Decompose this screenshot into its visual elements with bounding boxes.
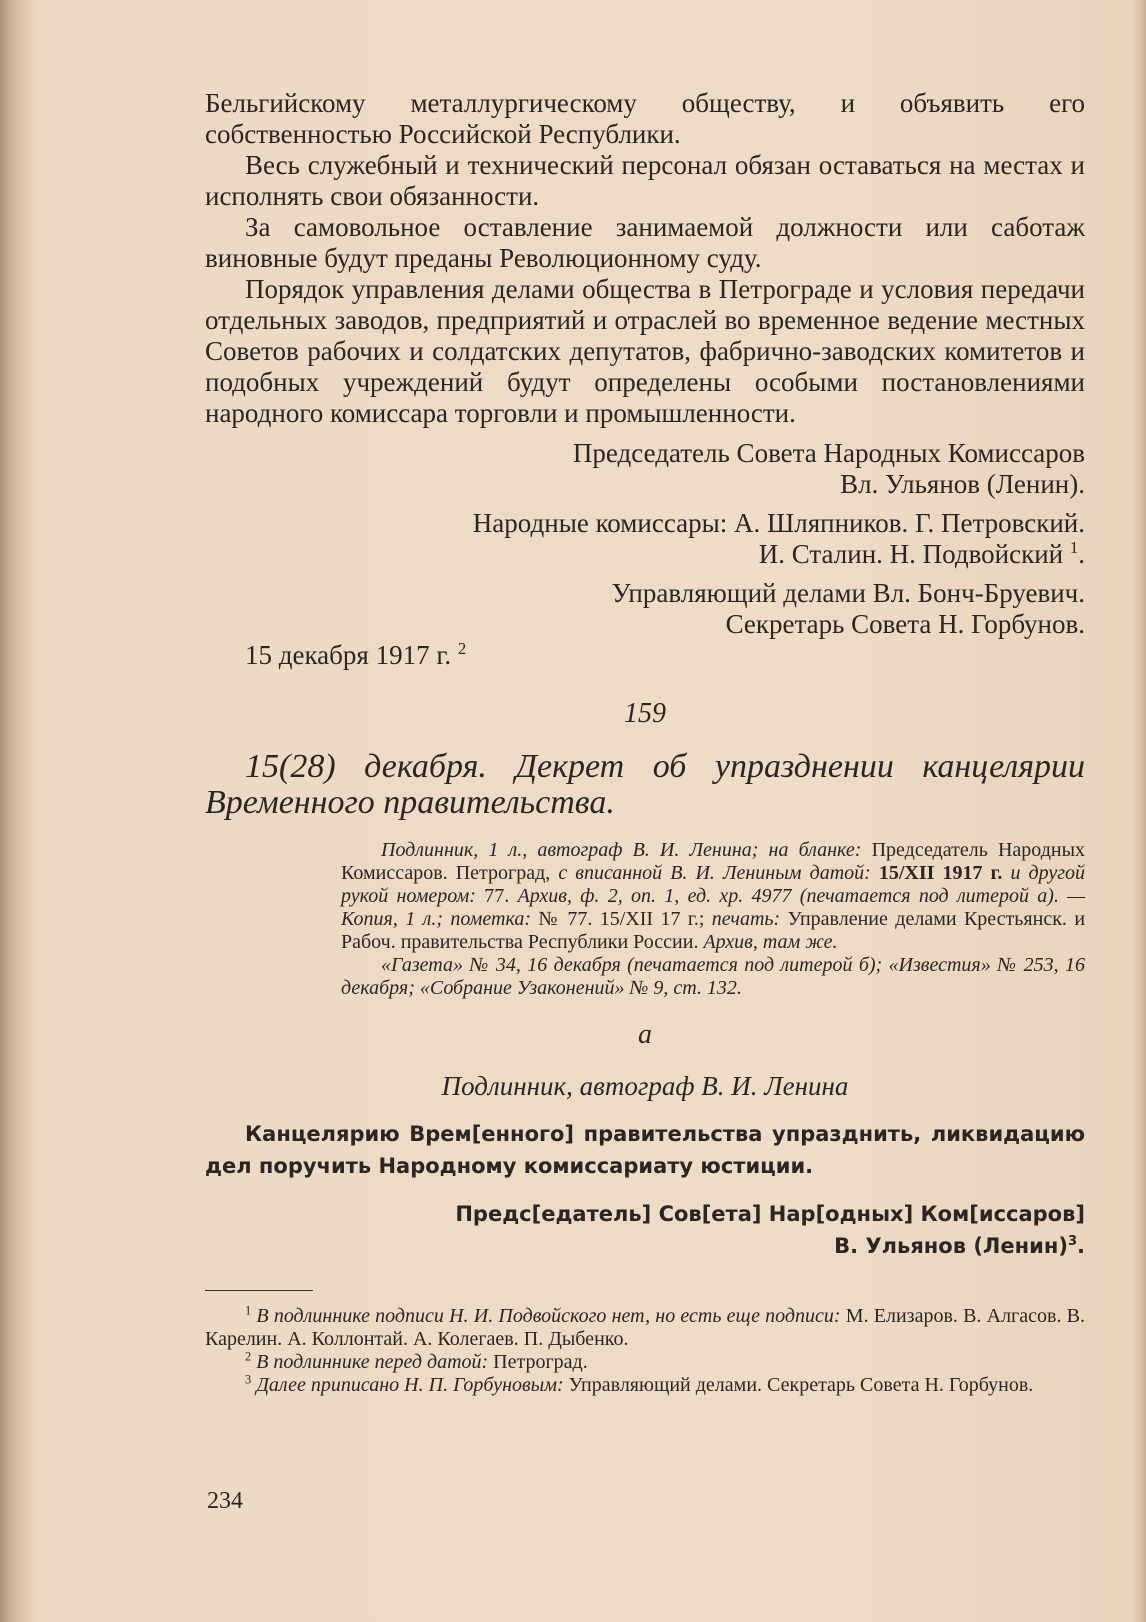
source-stamp-label: печать: <box>711 908 781 930</box>
body-paragraph-4: Порядок управления делами общества в Петрограде и условия передачи отдельных заводов, предприятий и отраслей во временное ведение местных Советов рабочих и солдатских депутатов, фабрично-заводских комитетов и подобных учреждений будут определены особыми постановлениями народного комиссара торговли и промышленности. <box>205 274 1085 428</box>
chair-name: Вл. Ульянов (Ленин). <box>840 469 1085 499</box>
decree-signature-title: Предс[едатель] Сов[ета] Нар[одных] Ком[иссаров] <box>455 1202 1085 1226</box>
source-paragraph-2: «Газета» № 34, 16 декабря (печатается под литерой б); «Известия» № 253, 16 декабря; «Собрание Узаконений» № 9, ст. 132. <box>341 954 1085 999</box>
chair-title: Председатель Совета Народных Комиссаров <box>572 438 1085 468</box>
page-number: 234 <box>207 1488 243 1514</box>
footnote-mark: 2 <box>245 1349 252 1364</box>
decree-text: Канцелярию Врем[енного] правительства упразднить, ликвидацию дел поручить Народному комиссариату юстиции. <box>205 1122 1085 1178</box>
footnote-plain: Управляющий делами. Секретарь Совета Н. Горбунов. <box>568 1374 1034 1396</box>
footnote-ref-2[interactable]: 2 <box>457 639 467 658</box>
body-paragraph-1: Бельгийскому металлургическому обществу, и объявить его собственностью Российской Республики. <box>205 88 1085 149</box>
source-mark: № 77. 15/XII 17 г.; <box>538 908 705 930</box>
manager-signature <box>205 578 1085 640</box>
commissars-line-1: Народные комиссары: А. Шляпников. Г. Петровский. <box>472 508 1085 538</box>
footnote-plain: Петроград. <box>493 1351 588 1373</box>
commissars-line-2: И. Сталин. Н. Подвойский $^1$. <box>758 538 1085 569</box>
decree-signature-name: В. Ульянов (Ленин) <box>834 1234 1068 1258</box>
source-date: 15/XII 1917 г. <box>878 862 1003 884</box>
page-content <box>205 88 1085 1397</box>
footnote-3 <box>205 1374 1085 1397</box>
decree-date <box>205 640 1085 671</box>
footnote-mark: 1 <box>245 1303 252 1318</box>
footnote-mark: 3 <box>245 1372 252 1387</box>
footnote-ref-3[interactable]: 3 <box>1067 1234 1078 1249</box>
commissars-signature <box>205 508 1085 570</box>
footnote-italic: В подлиннике подписи Н. И. Подвойского нет, но есть еще подписи: <box>256 1305 841 1327</box>
decree-signature <box>205 1198 1085 1262</box>
body-paragraph-2: Весь служебный и технический персонал обязан оставаться на местах и исполнять свои обязанности. <box>205 150 1085 211</box>
source-letterhead: Председатель Народных Комиссаров. Петроград, <box>341 839 1086 884</box>
variant-letter: а <box>638 1019 652 1050</box>
source-number: 77. <box>484 885 510 907</box>
footnotes <box>205 1305 1085 1397</box>
chair-signature <box>205 438 1085 500</box>
footnote-divider <box>205 1290 313 1291</box>
source-stamp: Управление делами Крестьянск. и Рабоч. правительства Республики России. <box>341 908 1086 953</box>
secretary-line: Секретарь Совета Н. Горбунов. <box>725 609 1085 639</box>
variant-subtitle: Подлинник, автограф В. И. Ленина <box>441 1071 849 1101</box>
manager-line: Управляющий делами Вл. Бонч-Бруевич. <box>611 578 1085 608</box>
source-paragraph-1 <box>341 839 1085 954</box>
document-number: 159 <box>624 698 666 729</box>
document-title: 15(28) декабря. Декрет об упразднении канцелярии Временного правительства. <box>205 748 1085 821</box>
page-edge <box>1132 0 1146 1622</box>
source-archive: Архив, ф. 2, оп. 1, ед. хр. 4977 (печатается под литерой а). — Копия, 1 л.; пометка: <box>341 885 1086 930</box>
footnote-2 <box>205 1351 1085 1374</box>
date-text: 15 декабря 1917 г. <box>245 640 452 670</box>
footnote-1 <box>205 1305 1085 1351</box>
footnote-italic: Далее приписано Н. П. Горбуновым: <box>256 1374 564 1396</box>
source-original: Подлинник, 1 л., автограф В. И. Ленина; на бланке: <box>381 839 862 861</box>
body-paragraph-3: За самовольное оставление занимаемой должности или саботаж виновные будут преданы Революционному суду. <box>205 212 1085 273</box>
commissars-names: И. Сталин. Н. Подвойский <box>758 539 1064 569</box>
book-spine-shadow <box>0 0 34 1622</box>
source-archive-same: Архив, там же. <box>703 931 838 953</box>
source-date-note: с вписанной В. И. Лениным датой: <box>558 862 871 884</box>
source-number-note: и другой рукой номером: <box>341 862 1086 907</box>
archival-source <box>341 839 1085 1000</box>
decree-signature-end: . <box>1077 1234 1085 1258</box>
decree-signature-name-line <box>205 1230 1085 1262</box>
footnote-italic: В подлиннике перед датой: <box>256 1351 489 1373</box>
footnote-ref-1[interactable]: 1 <box>1069 538 1079 557</box>
footnote-plain: М. Елизаров. В. Алгасов. В. Карелин. А. Коллонтай. А. Колегаев. П. Дыбенко. <box>205 1305 1085 1350</box>
